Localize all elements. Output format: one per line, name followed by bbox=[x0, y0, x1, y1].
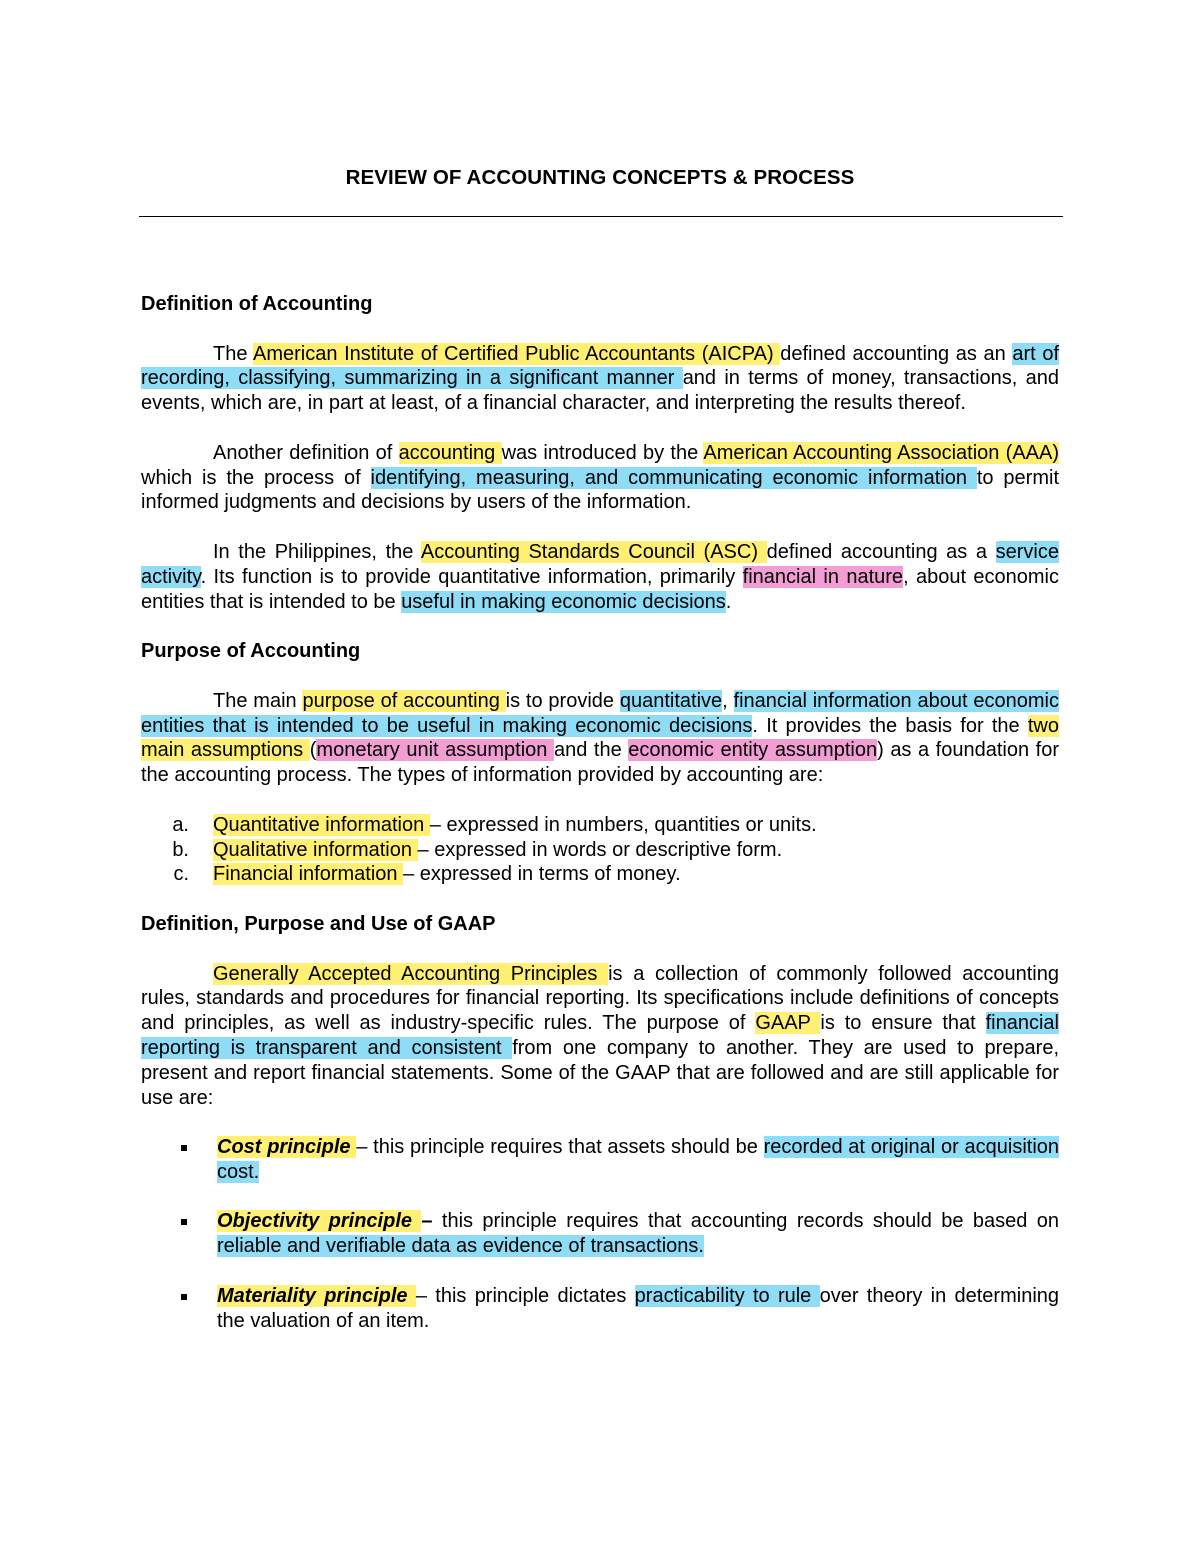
highlight-blue: financial information about economic entities that is intended to be useful in making economic decisions bbox=[141, 689, 1059, 737]
highlight-yellow: Quantitative information bbox=[213, 813, 430, 836]
highlight-yellow: Financial information bbox=[213, 863, 404, 886]
text: – expressed in words or descriptive form. bbox=[417, 838, 783, 861]
highlight-yellow: Accounting Standards Council (ASC) bbox=[420, 540, 767, 563]
text: , bbox=[722, 689, 734, 712]
highlight-blue: quantitative bbox=[619, 689, 723, 712]
text: to permit informed judgments and decisions by users of the information. bbox=[141, 466, 1059, 514]
list-marker: c. bbox=[173, 863, 189, 886]
paragraph-purpose bbox=[141, 689, 1059, 788]
list-item bbox=[141, 838, 1059, 863]
highlight-blue: practicability to rule bbox=[634, 1284, 820, 1307]
paragraph-aicpa bbox=[141, 342, 1059, 416]
document-body bbox=[141, 292, 1059, 1358]
text: and in terms of money, transactions, and events, which are, in part at least, of a financial character, and interpreting the results thereof. bbox=[141, 367, 1059, 415]
highlight-yellow: two main assumptions bbox=[141, 714, 1059, 762]
section-heading-definition: Definition of Accounting bbox=[141, 293, 373, 315]
highlight-pink: monetary unit assumption bbox=[316, 739, 554, 762]
paragraph-asc bbox=[141, 540, 1059, 614]
document-title: REVIEW OF ACCOUNTING CONCEPTS & PROCESS bbox=[345, 166, 855, 189]
text: – bbox=[356, 1136, 374, 1159]
highlight-yellow: American Institute of Certified Public Accountants (AICPA) bbox=[252, 342, 781, 365]
paragraph-aaa bbox=[141, 441, 1059, 515]
list-item bbox=[141, 813, 1059, 838]
text: The main bbox=[213, 689, 303, 712]
text: ( bbox=[309, 739, 317, 762]
text: – bbox=[421, 1210, 442, 1233]
highlight-blue: art of recording, classifying, summarizing in a significant manner bbox=[141, 342, 1060, 390]
text: . Its function is to provide quantitative information, primarily bbox=[200, 565, 743, 588]
highlight-yellow: Objectivity principle bbox=[217, 1210, 422, 1233]
title-divider bbox=[139, 216, 1063, 217]
text: from one company to another. They are used to prepare, present and report financial statements. Some of the GAAP that are followed and are still applicable for use are: bbox=[141, 1036, 1059, 1109]
highlight-yellow: American Accounting Association (AAA) bbox=[703, 441, 1059, 464]
text: . It provides the basis for the bbox=[752, 714, 1028, 737]
text: , about economic entities that is intended to be bbox=[141, 565, 1059, 613]
highlight-yellow: Qualitative information bbox=[213, 838, 418, 861]
text: was introduced by the bbox=[501, 441, 704, 464]
square-bullet-icon bbox=[181, 1145, 187, 1151]
highlight-blue: recorded at original or acquisition cost. bbox=[217, 1136, 1060, 1183]
list-marker: b. bbox=[172, 838, 189, 861]
text: The bbox=[213, 342, 253, 365]
text: In the Philippines, the bbox=[213, 540, 421, 563]
square-bullet-icon bbox=[181, 1294, 187, 1300]
list-item bbox=[141, 862, 1059, 887]
list-item bbox=[141, 1135, 1059, 1185]
list-marker: a. bbox=[172, 813, 189, 836]
highlight-blue: useful in making economic decisions bbox=[401, 590, 726, 613]
highlight-yellow: Cost principle bbox=[217, 1136, 357, 1159]
highlight-yellow: purpose of accounting bbox=[302, 689, 506, 712]
section-heading-purpose: Purpose of Accounting bbox=[141, 640, 361, 663]
text: which is the process of bbox=[141, 466, 371, 489]
text: this principle dictates bbox=[435, 1284, 635, 1307]
highlight-yellow: accounting bbox=[398, 441, 502, 464]
highlight-blue: service activity bbox=[141, 540, 1059, 588]
text: over theory in determining the valuation of an item. bbox=[217, 1284, 1060, 1332]
information-types-list bbox=[141, 813, 1059, 887]
list-item bbox=[141, 1284, 1059, 1334]
gaap-principles-list bbox=[141, 1135, 1059, 1333]
text: defined accounting as a bbox=[766, 540, 996, 563]
text: . bbox=[725, 590, 732, 613]
square-bullet-icon bbox=[181, 1219, 187, 1225]
text: ) as a foundation for the accounting process. The types of information provided by accounting are: bbox=[141, 739, 1059, 787]
highlight-pink: financial in nature bbox=[742, 565, 904, 588]
text: – expressed in terms of money. bbox=[403, 863, 681, 886]
text: and the bbox=[554, 739, 629, 762]
text: – expressed in numbers, quantities or units. bbox=[429, 813, 817, 836]
highlight-blue: identifying, measuring, and communicating economic information bbox=[370, 466, 977, 489]
text: is to provide bbox=[505, 689, 620, 712]
paragraph-gaap bbox=[141, 962, 1059, 1111]
highlight-yellow: Materiality principle bbox=[217, 1284, 416, 1307]
highlight-yellow: Generally Accepted Accounting Principles bbox=[213, 962, 609, 985]
highlight-blue: reliable and verifiable data as evidence of transactions. bbox=[217, 1235, 704, 1258]
text: is to ensure that bbox=[820, 1012, 986, 1035]
text: Another definition of bbox=[213, 441, 399, 464]
text: is a collection of commonly followed accounting rules, standards and procedures for financial reporting. Its specifications include definitions of concepts and principles, as well as industry-specific rules. The purpose of bbox=[141, 962, 1059, 1035]
list-item bbox=[141, 1209, 1059, 1259]
section-heading-gaap: Definition, Purpose and Use of GAAP bbox=[141, 912, 496, 935]
highlight-yellow: GAAP bbox=[755, 1012, 821, 1035]
text: defined accounting as an bbox=[780, 342, 1013, 365]
text: this principle requires that assets should be bbox=[373, 1136, 764, 1159]
text: this principle requires that accounting records should be based on bbox=[441, 1210, 1059, 1233]
highlight-pink: economic entity assumption bbox=[628, 739, 878, 762]
highlight-blue: financial reporting is transparent and consistent bbox=[141, 1012, 1059, 1059]
text: – bbox=[415, 1284, 436, 1307]
